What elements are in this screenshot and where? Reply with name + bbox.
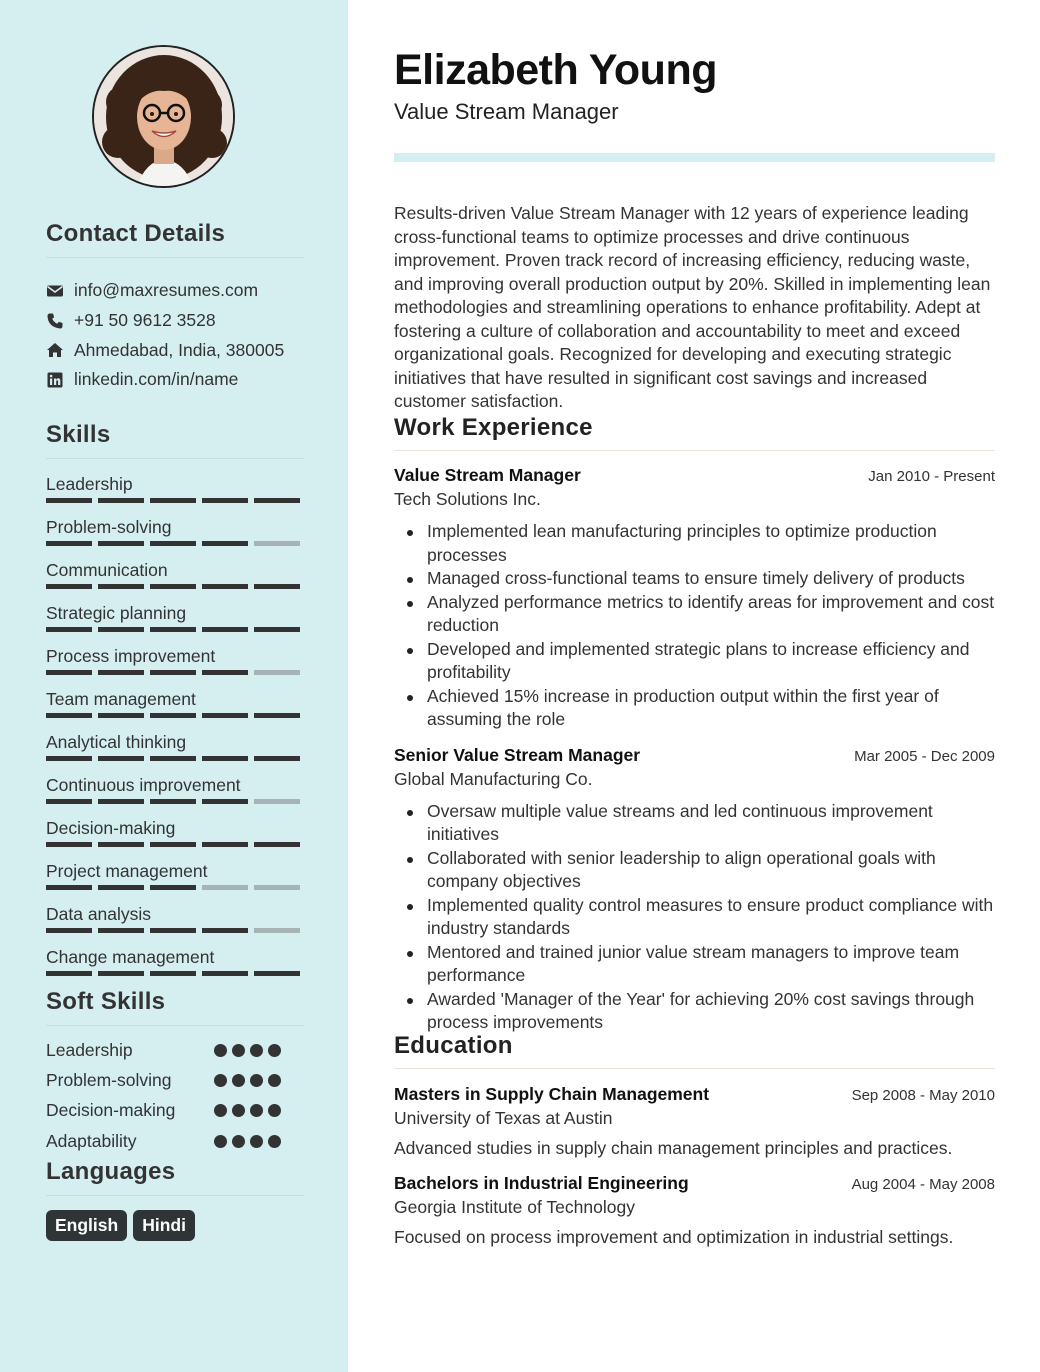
degree-title: Bachelors in Industrial Engineering bbox=[394, 1173, 689, 1193]
sidebar bbox=[0, 0, 348, 1372]
skill-name: Project management bbox=[46, 861, 208, 881]
candidate-role: Value Stream Manager bbox=[394, 99, 619, 124]
job-bullet: Managed cross-functional teams to ensure timely delivery of products bbox=[394, 567, 995, 591]
skill-level-bars bbox=[46, 842, 304, 847]
skill-level-segment bbox=[150, 713, 196, 718]
school-name: University of Texas at Austin bbox=[394, 1108, 613, 1128]
skill-level-segment bbox=[254, 713, 300, 718]
skill-level-segment bbox=[98, 713, 144, 718]
languages-title: Languages bbox=[46, 1158, 176, 1185]
skill-level-segment bbox=[254, 842, 300, 847]
skill-name: Leadership bbox=[46, 474, 133, 494]
skill-level-segment bbox=[202, 584, 248, 589]
soft-skill-rating bbox=[214, 1074, 281, 1087]
skill-level-segment bbox=[150, 627, 196, 632]
skill-level-segment bbox=[98, 670, 144, 675]
language-badge: English bbox=[46, 1210, 127, 1241]
work-title: Work Experience bbox=[394, 414, 593, 441]
soft-skill-rating bbox=[214, 1044, 281, 1057]
skill-item bbox=[46, 817, 304, 860]
phone-icon bbox=[46, 312, 64, 330]
rating-dot bbox=[250, 1074, 263, 1087]
skill-level-bars bbox=[46, 541, 304, 546]
skill-level-segment bbox=[46, 498, 92, 503]
skill-item bbox=[46, 903, 304, 946]
education-title: Education bbox=[394, 1032, 513, 1059]
divider bbox=[394, 1068, 995, 1069]
job-bullet: Awarded 'Manager of the Year' for achieving 20% cost savings through process improvements bbox=[394, 988, 995, 1035]
skill-item bbox=[46, 731, 304, 774]
skill-level-bars bbox=[46, 799, 304, 804]
education-date: Aug 2004 - May 2008 bbox=[851, 1176, 995, 1193]
skill-level-segment bbox=[98, 842, 144, 847]
soft-skill-name: Leadership bbox=[46, 1039, 133, 1060]
job-title: Value Stream Manager bbox=[394, 465, 581, 485]
skill-level-segment bbox=[254, 584, 300, 589]
rating-dot bbox=[250, 1135, 263, 1148]
education-section bbox=[394, 1032, 995, 1248]
skill-level-segment bbox=[202, 971, 248, 976]
skill-level-segment bbox=[98, 627, 144, 632]
skill-level-segment bbox=[46, 541, 92, 546]
skill-level-segment bbox=[254, 756, 300, 761]
soft-skills-section bbox=[46, 988, 304, 1156]
education-description: Focused on process improvement and optimization in industrial settings. bbox=[394, 1227, 954, 1247]
contact-address bbox=[46, 335, 304, 365]
rating-dot bbox=[214, 1044, 227, 1057]
skill-level-segment bbox=[202, 885, 248, 890]
divider bbox=[46, 257, 304, 258]
skill-level-bars bbox=[46, 756, 304, 761]
skill-name: Analytical thinking bbox=[46, 732, 187, 752]
skill-level-segment bbox=[254, 885, 300, 890]
contact-linkedin[interactable] bbox=[46, 365, 304, 395]
skill-level-segment bbox=[98, 971, 144, 976]
skill-level-segment bbox=[46, 713, 92, 718]
soft-skill-item bbox=[46, 1126, 304, 1156]
skill-level-segment bbox=[150, 842, 196, 847]
skills-title: Skills bbox=[46, 421, 111, 448]
rating-dot bbox=[232, 1074, 245, 1087]
skill-level-segment bbox=[254, 670, 300, 675]
skill-name: Data analysis bbox=[46, 904, 152, 924]
soft-skill-name: Decision-making bbox=[46, 1100, 176, 1121]
skill-level-segment bbox=[254, 498, 300, 503]
skill-item bbox=[46, 946, 304, 989]
work-section bbox=[394, 414, 995, 1035]
skills-section bbox=[46, 421, 304, 989]
education-entry bbox=[394, 1173, 995, 1248]
skill-level-segment bbox=[150, 756, 196, 761]
skill-item bbox=[46, 559, 304, 602]
skill-level-segment bbox=[46, 928, 92, 933]
skill-item bbox=[46, 516, 304, 559]
skill-level-segment bbox=[98, 541, 144, 546]
skill-level-bars bbox=[46, 971, 304, 976]
job-bullet: Developed and implemented strategic plans to increase efficiency and profitability bbox=[394, 638, 995, 685]
skill-level-segment bbox=[150, 928, 196, 933]
job-entry bbox=[394, 465, 995, 732]
skill-level-segment bbox=[46, 584, 92, 589]
skill-level-segment bbox=[202, 713, 248, 718]
skill-level-bars bbox=[46, 928, 304, 933]
skill-level-segment bbox=[98, 498, 144, 503]
skill-level-segment bbox=[202, 670, 248, 675]
skill-name: Continuous improvement bbox=[46, 775, 241, 795]
rating-dot bbox=[232, 1044, 245, 1057]
education-entry bbox=[394, 1084, 995, 1159]
rating-dot bbox=[214, 1104, 227, 1117]
rating-dot bbox=[214, 1135, 227, 1148]
rating-dot bbox=[268, 1044, 281, 1057]
rating-dot bbox=[214, 1074, 227, 1087]
language-badge: Hindi bbox=[133, 1210, 195, 1241]
soft-skill-item bbox=[46, 1096, 304, 1126]
job-bullet: Analyzed performance metrics to identify areas for improvement and cost reduction bbox=[394, 591, 995, 638]
skill-level-segment bbox=[46, 842, 92, 847]
envelope-icon bbox=[46, 282, 64, 300]
skill-level-segment bbox=[46, 756, 92, 761]
contact-linkedin-text: linkedin.com/in/name bbox=[74, 369, 239, 390]
skill-level-segment bbox=[150, 541, 196, 546]
contact-phone-text: +91 50 9612 3528 bbox=[74, 310, 216, 331]
skill-level-segment bbox=[202, 799, 248, 804]
job-title: Senior Value Stream Manager bbox=[394, 744, 641, 765]
skill-level-segment bbox=[254, 928, 300, 933]
skill-level-segment bbox=[150, 498, 196, 503]
skill-level-segment bbox=[202, 627, 248, 632]
skill-level-segment bbox=[150, 971, 196, 976]
linkedin-icon bbox=[46, 371, 64, 389]
soft-skill-rating bbox=[214, 1135, 281, 1148]
job-company: Tech Solutions Inc. bbox=[394, 489, 541, 509]
divider bbox=[46, 458, 304, 459]
skill-level-segment bbox=[46, 885, 92, 890]
avatar bbox=[92, 45, 235, 188]
contact-email[interactable] bbox=[46, 276, 304, 306]
skill-name: Decision-making bbox=[46, 818, 176, 838]
divider bbox=[394, 450, 995, 451]
soft-skills-title: Soft Skills bbox=[46, 988, 166, 1015]
soft-skill-name: Adaptability bbox=[46, 1130, 137, 1151]
skill-level-segment bbox=[202, 756, 248, 761]
skill-name: Strategic planning bbox=[46, 603, 187, 623]
soft-skill-name: Problem-solving bbox=[46, 1069, 172, 1090]
skill-name: Problem-solving bbox=[46, 517, 172, 537]
contact-section bbox=[46, 220, 304, 395]
rating-dot bbox=[232, 1135, 245, 1148]
languages-section bbox=[46, 1158, 304, 1241]
skill-level-segment bbox=[46, 799, 92, 804]
contact-phone[interactable] bbox=[46, 306, 304, 336]
job-company: Global Manufacturing Co. bbox=[394, 768, 593, 789]
skill-level-segment bbox=[98, 756, 144, 761]
school-name: Georgia Institute of Technology bbox=[394, 1197, 635, 1217]
skill-level-segment bbox=[254, 541, 300, 546]
skill-level-segment bbox=[98, 799, 144, 804]
job-date: Jan 2010 - Present bbox=[868, 468, 995, 485]
skill-level-segment bbox=[150, 799, 196, 804]
soft-skill-item bbox=[46, 1065, 304, 1095]
skill-name: Team management bbox=[46, 689, 196, 709]
divider bbox=[46, 1195, 304, 1196]
skill-level-segment bbox=[202, 842, 248, 847]
skill-name: Process improvement bbox=[46, 646, 216, 666]
skill-level-segment bbox=[150, 885, 196, 890]
education-date: Sep 2008 - May 2010 bbox=[851, 1087, 995, 1104]
soft-skill-item bbox=[46, 1035, 304, 1065]
rating-dot bbox=[268, 1104, 281, 1117]
job-bullet: Implemented quality control measures to ensure product compliance with industry standards bbox=[394, 894, 995, 941]
job-bullet: Collaborated with senior leadership to align operational goals with company objectives bbox=[394, 847, 995, 894]
contact-address-text: Ahmedabad, India, 380005 bbox=[74, 339, 285, 360]
skill-item bbox=[46, 860, 304, 903]
job-bullet: Mentored and trained junior value stream managers to improve team performance bbox=[394, 941, 995, 988]
rating-dot bbox=[232, 1104, 245, 1117]
skill-level-segment bbox=[98, 584, 144, 589]
job-bullet: Achieved 15% increase in production output within the first year of assuming the role bbox=[394, 685, 995, 732]
skill-item bbox=[46, 688, 304, 731]
skill-level-segment bbox=[150, 670, 196, 675]
skill-level-segment bbox=[254, 799, 300, 804]
skill-level-segment bbox=[98, 885, 144, 890]
skill-level-bars bbox=[46, 713, 304, 718]
skill-level-segment bbox=[254, 627, 300, 632]
skill-name: Change management bbox=[46, 947, 215, 967]
accent-bar bbox=[394, 153, 995, 162]
job-bullet: Oversaw multiple value streams and led continuous improvement initiatives bbox=[394, 800, 995, 847]
rating-dot bbox=[268, 1135, 281, 1148]
skill-level-segment bbox=[254, 971, 300, 976]
soft-skill-rating bbox=[214, 1104, 281, 1117]
skill-level-segment bbox=[202, 541, 248, 546]
contact-email-text: info@maxresumes.com bbox=[74, 280, 259, 301]
education-description: Advanced studies in supply chain management principles and practices. bbox=[394, 1138, 953, 1158]
rating-dot bbox=[250, 1044, 263, 1057]
contact-title: Contact Details bbox=[46, 220, 226, 247]
skill-item bbox=[46, 645, 304, 688]
rating-dot bbox=[268, 1074, 281, 1087]
skill-level-segment bbox=[46, 670, 92, 675]
divider bbox=[46, 1025, 304, 1026]
rating-dot bbox=[250, 1104, 263, 1117]
skill-name: Communication bbox=[46, 560, 168, 580]
summary: Results-driven Value Stream Manager with 12 years of experience leading cross-functional teams to optimize processes and drive continuous improvement. Proven track record of increasing efficiency, reducing waste, and improving overall production output by 20%. Skilled in implementing lean methodologies and streamlining operations to enhance profitability. Adept at fostering a culture of collaboration and accountability to meet and exceed organizational goals. Recognized for developing and executing strategic initiatives that have resulted in significant cost savings and increased customer satisfaction. bbox=[394, 203, 991, 411]
job-bullet: Implemented lean manufacturing principles to optimize production processes bbox=[394, 520, 995, 567]
skill-level-segment bbox=[46, 971, 92, 976]
skill-level-segment bbox=[46, 627, 92, 632]
skill-level-segment bbox=[202, 498, 248, 503]
skill-level-bars bbox=[46, 627, 304, 632]
main-content bbox=[348, 0, 1040, 1372]
skill-level-segment bbox=[98, 928, 144, 933]
candidate-name: Elizabeth Young bbox=[394, 46, 717, 94]
job-date: Mar 2005 - Dec 2009 bbox=[854, 747, 995, 765]
skill-level-segment bbox=[202, 928, 248, 933]
degree-title: Masters in Supply Chain Management bbox=[394, 1084, 710, 1104]
skill-level-bars bbox=[46, 584, 304, 589]
skill-item bbox=[46, 473, 304, 516]
home-icon bbox=[46, 341, 64, 359]
skill-level-bars bbox=[46, 670, 304, 675]
skill-level-bars bbox=[46, 885, 304, 890]
skill-level-bars bbox=[46, 498, 304, 503]
skill-item bbox=[46, 774, 304, 817]
skill-item bbox=[46, 602, 304, 645]
job-entry bbox=[394, 745, 995, 1035]
skill-level-segment bbox=[150, 584, 196, 589]
